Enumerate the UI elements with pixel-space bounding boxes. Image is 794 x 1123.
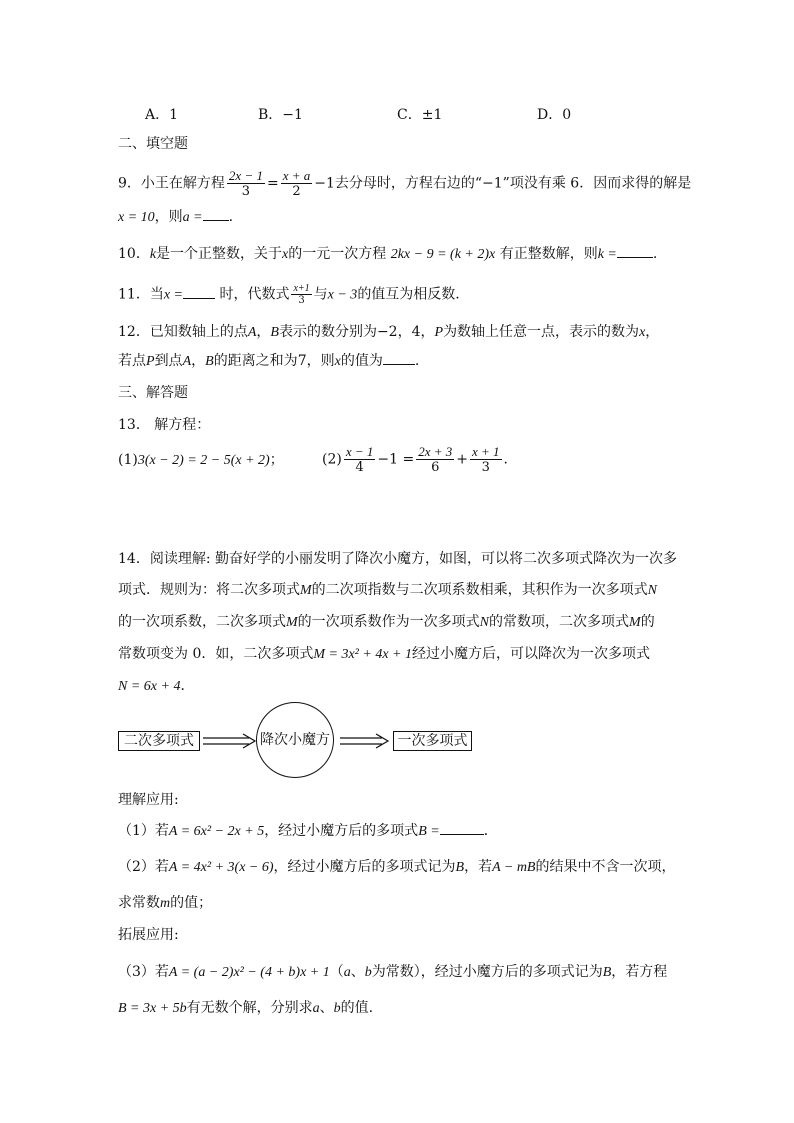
q13-f1-den: 4 xyxy=(355,460,364,475)
q14-s3e: 、 xyxy=(350,964,365,980)
box-linear-polynomial: 一次多项式 xyxy=(393,731,472,751)
q14-sub1 xyxy=(118,821,498,842)
q11-text1: 11．当 xyxy=(118,286,164,303)
q14-sub2-line2 xyxy=(118,893,212,914)
q14-s3-a: a xyxy=(343,965,351,980)
q14-s3-b2: b xyxy=(333,1001,341,1016)
q14-s2e: ，若 xyxy=(464,859,493,875)
q13-f3-den: 3 xyxy=(481,460,490,475)
q14-sub2-line1 xyxy=(118,857,676,878)
q11-answer-blank[interactable] xyxy=(183,286,215,299)
question-12-line1 xyxy=(118,322,659,343)
question-11 xyxy=(118,283,460,306)
q14-s1-A: A = 6x² − 2x + 5 xyxy=(168,824,265,839)
q14-N1: N xyxy=(647,583,658,598)
q9-a-eq: a = xyxy=(182,210,203,225)
q12-P: P xyxy=(434,325,444,340)
q14-s1-answer-blank[interactable] xyxy=(440,822,484,835)
q12-c2: ， xyxy=(420,324,435,340)
q14-s1a: （1）若 xyxy=(118,823,169,839)
q11-num: x+1 xyxy=(293,283,310,294)
q11-text2: 时，代数式 xyxy=(219,286,290,303)
q14-s3-A: A = (a − 2)x² − (4 + b)x + 1 xyxy=(168,965,330,980)
question-13-part2 xyxy=(322,444,508,475)
q14-N2: N xyxy=(479,615,490,630)
q13-p2-frac1 xyxy=(344,444,376,475)
q14-M-example: M = 3x² + 4x + 1 xyxy=(313,647,412,662)
q12-A2: A xyxy=(182,354,192,369)
q9-period: . xyxy=(228,209,234,225)
q12-P2: P xyxy=(146,354,155,369)
q13-f2-num: 2x + 3 xyxy=(418,444,453,459)
q9-lead: 9．小王在解方程 xyxy=(118,175,225,192)
q10-period: . xyxy=(652,246,658,262)
q13-p2-frac2 xyxy=(416,444,454,475)
q12-B: B xyxy=(270,325,279,340)
q10-text2: 的一元一次方程 xyxy=(288,246,387,262)
question-12-line2 xyxy=(118,351,419,372)
q14-s3-equation: B = 3x + 5b xyxy=(118,1001,187,1016)
q10-x: x xyxy=(282,247,289,262)
q12-A: A xyxy=(247,325,257,340)
question-10 xyxy=(118,244,657,265)
q14-s2-A: A = 4x² + 3(x − 6) xyxy=(168,860,274,875)
section-heading-solve: 三、解答题 xyxy=(118,385,188,401)
q13-p1-equation: 3(x − 2) = 2 − 5(x + 2) xyxy=(137,453,270,468)
q13-p2-frac3 xyxy=(470,444,502,475)
q12-t7: ，则 xyxy=(306,353,335,369)
arrow-right-icon-2 xyxy=(340,732,390,750)
box-quadratic-polynomial: 二次多项式 xyxy=(118,731,200,751)
q11-expr: x − 3 xyxy=(327,287,358,303)
q14-s2-B: B xyxy=(455,860,465,875)
q9-f1-num: 2x − 1 xyxy=(228,168,263,183)
q14-l3g: 的 xyxy=(640,614,655,630)
q11-with: 与 xyxy=(313,286,328,303)
q13-p1-label: (1) xyxy=(118,452,138,468)
q14-s2a: （2）若 xyxy=(118,859,169,875)
q11-x-eq: x = xyxy=(163,287,183,303)
question-14-line3 xyxy=(118,612,655,633)
q13-p2-mid: −1 = xyxy=(377,451,415,468)
q9-solution: x = 10 xyxy=(118,210,155,225)
q13-f1-num: x − 1 xyxy=(345,444,374,459)
q9-eq: = xyxy=(266,175,279,192)
question-14-line1: 14．阅读理解: 勤奋好学的小丽发明了降次小魔方，如图，可以将二次多项式降次为一次多 xyxy=(118,551,677,567)
q12-values: −2，4 xyxy=(376,324,421,340)
q13-p2-label: (2) xyxy=(322,451,342,468)
q14-sub3-line2 xyxy=(118,998,373,1019)
q14-l4a: 常数项变为 0．如，二次多项式 xyxy=(118,646,314,662)
q10-answer-blank[interactable] xyxy=(617,245,653,258)
q12-t8: 的值为 xyxy=(340,353,383,369)
q14-s3-a2: a xyxy=(312,1001,320,1016)
expand-heading: 拓展应用: xyxy=(118,927,179,943)
q12-t5: 到点 xyxy=(154,353,183,369)
q13-f3-num: x + 1 xyxy=(472,444,500,459)
q9-f2-num: x + a xyxy=(282,168,311,183)
q14-s3c: （ xyxy=(329,964,344,980)
q14-s3-b: b xyxy=(364,965,372,980)
question-14-line4 xyxy=(118,644,650,665)
question-13-part1 xyxy=(118,450,284,471)
q12-B2: B xyxy=(205,354,214,369)
question-9-line2 xyxy=(118,207,233,228)
choice-d: D．0 xyxy=(537,107,572,123)
q11-text3: 的值互为相反数. xyxy=(357,286,460,303)
q14-s2g: 的结果中不含一次项， xyxy=(535,859,676,875)
q9-fraction-1 xyxy=(227,168,265,199)
q14-M1: M xyxy=(300,583,312,598)
q12-x2: x xyxy=(334,354,341,369)
q12-t3: 为数轴上任意一点，表示的数为 xyxy=(443,324,640,340)
q9-answer-blank[interactable] xyxy=(203,208,229,221)
q9-f1-den: 3 xyxy=(241,184,251,199)
q14-s3i: ，若方程 xyxy=(611,964,668,980)
q13-f2-den: 6 xyxy=(431,460,440,475)
q14-l2c: 的二次项指数与二次项系数相乘，其积作为一次多项式 xyxy=(311,582,648,598)
q14-s1e: ． xyxy=(483,823,498,839)
q13-p2-plus: + xyxy=(456,451,468,468)
arrow-right-icon xyxy=(203,732,257,750)
q14-l3c: 的一次项系数作为一次多项式 xyxy=(297,614,480,630)
q10-equation: 2kx − 9 = (k + 2)x xyxy=(390,247,496,262)
q10-k-eq: k = xyxy=(597,247,617,262)
q14-s2c: ，经过小魔方后的多项式记为 xyxy=(273,859,456,875)
q12-x: x xyxy=(639,325,646,340)
q14-s3-B: B xyxy=(602,965,612,980)
q14-l3a: 的一次项系数，二次多项式 xyxy=(118,614,286,630)
q9-tail: −1去分母时，方程右边的“−1”项没有乘 6．因而求得的解是 xyxy=(314,175,692,192)
q12-seven: 7 xyxy=(297,353,307,369)
q14-l4c: 经过小魔方后，可以降次为一次多项式 xyxy=(412,646,650,662)
q12-period: . xyxy=(414,353,420,369)
q10-k: k xyxy=(149,247,157,262)
q14-l2a: 项式．规则为：将二次多项式 xyxy=(118,582,300,598)
q14-s2j: 的值； xyxy=(170,895,213,911)
q14-s3m: 、 xyxy=(319,1000,334,1016)
q14-M2: M xyxy=(286,615,298,630)
understand-heading: 理解应用: xyxy=(118,792,179,808)
section-heading-fill-blank: 二、填空题 xyxy=(118,136,188,152)
q14-s2h: 求常数 xyxy=(118,895,160,911)
q13-p2-end: . xyxy=(503,451,508,468)
q12-c1: ， xyxy=(256,324,271,340)
q14-sub3-line1 xyxy=(118,962,667,983)
q12-answer-blank[interactable] xyxy=(383,352,415,365)
magic-cube-circle: 降次小魔方 xyxy=(256,702,334,778)
choice-c: C．±1 xyxy=(397,107,443,123)
q10-text1: 是一个正整数，关于 xyxy=(156,246,283,262)
q10-text3: 有正整数解，则 xyxy=(499,246,598,262)
q14-s2-m: m xyxy=(160,896,171,911)
choice-a: A．1 xyxy=(145,107,179,123)
q12-t6: 的距离之和为 xyxy=(213,353,298,369)
q13-p1-end: ； xyxy=(269,452,284,468)
q14-s1c: ，经过小魔方后的多项式 xyxy=(264,823,419,839)
q14-s1-B: B = xyxy=(418,824,440,839)
question-14-line2 xyxy=(118,580,657,601)
q14-s3o: 的值. xyxy=(340,1000,374,1016)
q12-t4: 若点 xyxy=(118,353,146,369)
q9-f2-den: 2 xyxy=(292,184,301,199)
q12-c4: ， xyxy=(191,353,206,369)
q11-den: 3 xyxy=(298,295,305,306)
q14-s3k: 有无数个解，分别求 xyxy=(186,1000,313,1016)
q14-s3a: （3）若 xyxy=(118,964,169,980)
q14-l5-end: ． xyxy=(180,678,195,694)
q14-s2-expr: A − mB xyxy=(492,860,536,875)
q9-then: ，则 xyxy=(154,209,183,225)
question-13-title: 13． 解方程： xyxy=(118,417,211,433)
q10-number: 10． xyxy=(118,246,150,262)
q14-N-example: N = 6x + 4 xyxy=(118,679,181,694)
q12-t1: 12．已知数轴上的点 xyxy=(118,324,248,340)
question-14-line5 xyxy=(118,676,194,697)
question-9-line1 xyxy=(118,168,691,199)
choice-b: B．−1 xyxy=(258,107,303,123)
q14-l3e: 的常数项，二次多项式 xyxy=(489,614,630,630)
q14-M3: M xyxy=(629,615,641,630)
q11-fraction xyxy=(291,283,311,306)
q9-fraction-2 xyxy=(281,168,313,199)
q14-s3g: 为常数），经过小魔方后的多项式记为 xyxy=(371,964,603,980)
q12-c3: ， xyxy=(645,324,660,340)
q12-t2: 表示的数分别为 xyxy=(278,324,377,340)
